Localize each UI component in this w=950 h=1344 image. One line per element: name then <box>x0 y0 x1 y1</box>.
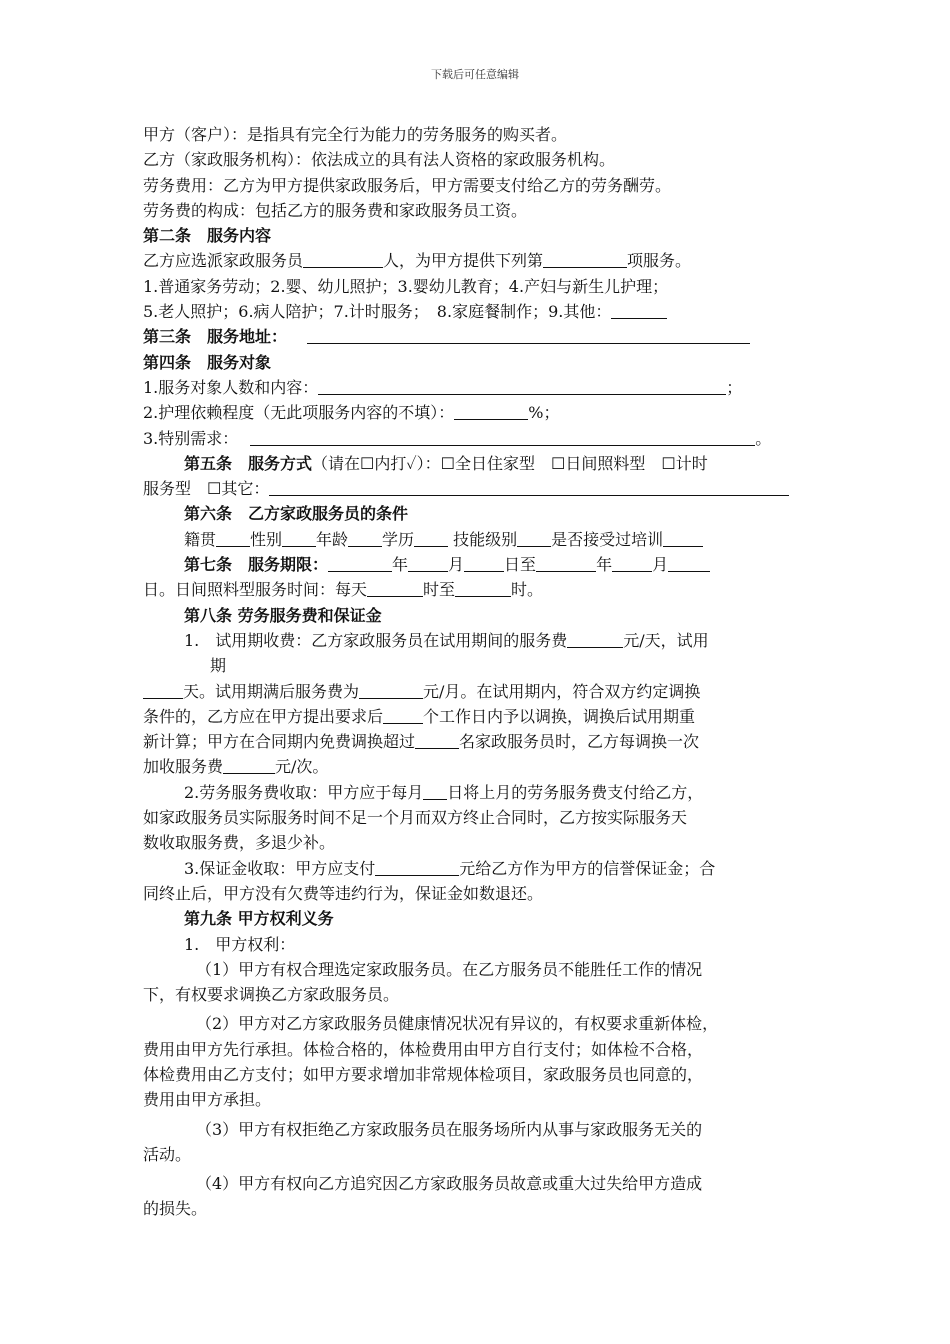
article-8-p3-line-1: 3.保证金收取：甲方应支付 元给乙方作为甲方的信誉保证金；合 <box>184 858 716 878</box>
other-service-blank[interactable] <box>611 302 667 319</box>
article-8-p1-line-6: 加收服务费 元/次。 <box>143 757 329 777</box>
article-9-r4-line-2: 的损失。 <box>143 1199 208 1219</box>
end-day-blank[interactable] <box>668 555 710 572</box>
article-8-p1-line-5: 新计算；甲方在合同期内免费调换超过 名家政服务员时，乙方每调换一次 <box>143 732 700 752</box>
article-9-r2-line-4: 费用由甲方承担。 <box>143 1090 272 1110</box>
service-item-blank[interactable] <box>543 251 627 268</box>
pay-day-blank[interactable] <box>423 783 447 800</box>
article-8-p1-line-1: 1. 试用期收费：乙方家政服务员在试用期间的服务费 元/天，试用 <box>184 630 709 650</box>
monthly-fee-blank[interactable] <box>359 682 423 699</box>
article-9-r3-line-2: 活动。 <box>143 1144 192 1164</box>
article-6-title: 第六条 乙方家政服务员的条件 <box>184 504 409 524</box>
end-month-blank[interactable] <box>612 555 652 572</box>
age-blank[interactable] <box>348 530 382 547</box>
article-4-item-2: 2.护理依赖程度（无此项服务内容的不填）： %； <box>143 403 560 423</box>
article-4-title: 第四条 服务对象 <box>143 352 272 372</box>
education-blank[interactable] <box>414 530 448 547</box>
page-header-note: 下载后可任意编辑 <box>431 68 519 81</box>
article-8-p2-line-2: 如家政服务员实际服务时间不足一个月而双方终止合同时，乙方按实际服务天 <box>143 808 688 828</box>
article-8-p2-line-1: 2.劳务服务费收取：甲方应于每月 日将上月的劳务服务费支付给乙方， <box>184 782 704 802</box>
staff-count-blank[interactable] <box>303 251 383 268</box>
start-day-blank[interactable] <box>464 555 504 572</box>
article-8-p1-line-3: 天。试用期满后服务费为 元/月。在试用期内，符合双方约定调换 <box>143 679 808 704</box>
article-9-r2-line-2: 费用由甲方先行承担。体检合格的，体检费用由甲方自行支付；如体检不合格， <box>143 1039 704 1059</box>
article-5-line-2: 服务型 ☐其它： <box>143 476 808 501</box>
article-9-r2-line-3: 体检费用由乙方支付；如甲方要求增加非常规体检项目，家政服务员也同意的， <box>143 1064 704 1084</box>
article-9-r3-line-1: （3）甲方有权拒绝乙方家政服务员在服务场所内从事与家政服务无关的 <box>196 1119 703 1139</box>
def-party-a: 甲方（客户）：是指具有完全行为能力的劳务服务的购买者。 <box>143 125 568 144</box>
special-needs-blank[interactable] <box>250 429 755 446</box>
article-8-p1-line-2: 期 <box>210 656 227 676</box>
article-8-p2-line-3: 数收取服务费，多退少补。 <box>143 833 336 853</box>
article-4-item-3: 3.特别需求： 。 <box>143 428 772 448</box>
article-2-line-3: 5.老人照护；6.病人陪护；7.计时服务； 8.家庭餐制作；9.其他： <box>143 299 808 324</box>
service-address-blank[interactable] <box>307 327 750 344</box>
other-mode-blank[interactable] <box>269 479 789 496</box>
def-fee-composition: 劳务费的构成：包括乙方的服务费和家政服务员工资。 <box>143 200 528 220</box>
article-8-p1-line-4: 条件的，乙方应在甲方提出要求后 个工作日内予以调换，调换后试用期重 <box>143 706 696 726</box>
swap-fee-blank[interactable] <box>223 757 275 774</box>
contract-body <box>143 122 808 1222</box>
native-place-blank[interactable] <box>216 530 250 547</box>
article-9-r1-line-2: 下，有权要求调换乙方家政服务员。 <box>143 985 400 1005</box>
article-9-r1-line-1: （1）甲方有权合理选定家政服务员。在乙方服务员不能胜任工作的情况 <box>196 959 703 979</box>
article-5-line-1: 第五条 服务方式（请在☐内打✓）：☐全日住家型 ☐日间照料型 ☐计时 <box>184 453 708 473</box>
def-fee: 劳务费用：乙方为甲方提供家政服务后，甲方需要支付给乙方的劳务酬劳。 <box>143 175 672 195</box>
deposit-blank[interactable] <box>375 859 459 876</box>
end-year-blank[interactable] <box>536 555 596 572</box>
training-blank[interactable] <box>663 530 703 547</box>
article-9-title: 第九条 甲方权利义务 <box>184 909 334 929</box>
article-2-title: 第二条 服务内容 <box>143 226 272 246</box>
article-9-rights: 1. 甲方权利： <box>184 934 296 954</box>
service-object-blank[interactable] <box>318 378 726 395</box>
article-7-line-1: 第七条 服务期限： 年 月 日至 年 月 <box>143 552 808 577</box>
article-6-fields: 籍贯 性别 年龄 学历 技能级别 是否接受过培训 <box>143 527 808 552</box>
from-hour-blank[interactable] <box>367 580 423 597</box>
article-8-p3-line-2: 同终止后，甲方没有欠费等违约行为，保证金如数退还。 <box>143 883 544 903</box>
article-2-line-2: 1.普通家务劳动；2.婴、幼儿照护；3.婴幼儿教育；4.产妇与新生儿护理； <box>143 276 669 296</box>
gender-blank[interactable] <box>282 530 316 547</box>
article-7-line-2: 日。日间照料型服务时间：每天 时至 时。 <box>143 580 544 600</box>
workdays-blank[interactable] <box>383 707 423 724</box>
skill-level-blank[interactable] <box>517 530 551 547</box>
def-party-b: 乙方（家政服务机构）：依法成立的具有法人资格的家政服务机构。 <box>143 150 616 170</box>
article-4-item-1: 1.服务对象人数和内容： ； <box>143 377 743 397</box>
article-9-r2-line-1: （2）甲方对乙方家政服务员健康情况状况有异议的，有权要求重新体检， <box>196 1014 719 1034</box>
start-month-blank[interactable] <box>408 555 448 572</box>
article-9-r4-line-1: （4）甲方有权向乙方追究因乙方家政服务员故意或重大过失给甲方造成 <box>196 1174 703 1194</box>
article-2-line-1: 乙方应选派家政服务员 人，为甲方提供下列第 项服务。 <box>143 251 692 271</box>
article-3: 第三条 服务地址： <box>143 324 808 349</box>
trial-days-blank[interactable] <box>143 682 183 699</box>
article-8-title: 第八条 劳务服务费和保证金 <box>184 605 382 625</box>
dependency-degree-blank[interactable] <box>454 403 528 420</box>
free-swap-count-blank[interactable] <box>415 732 459 749</box>
start-year-blank[interactable] <box>328 555 392 572</box>
to-hour-blank[interactable] <box>455 580 511 597</box>
trial-fee-blank[interactable] <box>567 631 623 648</box>
